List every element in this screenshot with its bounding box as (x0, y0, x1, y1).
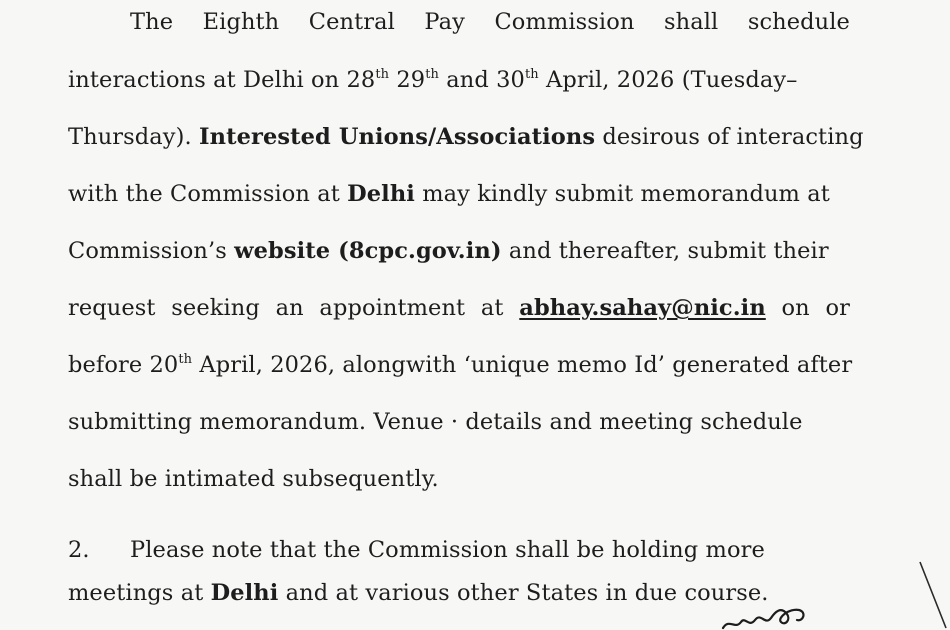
superscript: th (425, 67, 439, 82)
p1-line-2 (68, 65, 850, 95)
text: Commission’s (68, 238, 235, 264)
text: on or (781, 295, 850, 321)
text: with the Commission at (68, 181, 348, 207)
word: schedule (747, 9, 850, 35)
p1-line-7 (68, 350, 853, 380)
p1-line-3 (68, 122, 864, 152)
p2-line-1 (68, 535, 850, 565)
paragraph-number: 2. (68, 537, 90, 563)
signature-mark (715, 600, 835, 630)
p1-line-6 (68, 293, 850, 323)
word: shall (663, 9, 719, 35)
text: desirous of interacting (595, 124, 864, 150)
superscript: th (375, 67, 390, 82)
text: and at various other States in due course. (278, 580, 769, 606)
word: Pay (424, 9, 465, 35)
text: April, 2026, alongwith ‘unique memo Id’ generated after (192, 352, 853, 378)
p1-line-4 (68, 179, 850, 209)
email-link[interactable]: abhay.sahay@nic.in (519, 295, 766, 321)
text: before 20 (68, 352, 179, 378)
word: Commission (494, 9, 635, 35)
p1-line-9: shall be intimated subsequently. (68, 466, 439, 492)
superscript: th (178, 352, 193, 367)
text: interactions at Delhi on 28 (68, 67, 376, 93)
text: Thursday). (68, 124, 200, 150)
p1-line-5 (68, 236, 850, 266)
text: 29 (389, 67, 426, 93)
bold-text: Delhi (210, 580, 279, 606)
text: April, 2026 (Tuesday– (538, 67, 798, 93)
superscript: th (524, 67, 539, 82)
bold-text: Delhi (347, 181, 415, 207)
word: Central (308, 9, 395, 35)
p1-line-8: submitting memorandum. Venue · details and meeting schedule (68, 409, 803, 435)
text: request seeking an appointment at (68, 295, 504, 321)
edge-mark (916, 560, 950, 630)
p1-line-1 (130, 7, 850, 37)
text: and thereafter, submit their (501, 238, 829, 264)
text: meetings at (68, 580, 211, 606)
bold-text: Interested Unions/Associations (199, 124, 596, 150)
text: Please note that the Commission shall be holding more (130, 537, 765, 563)
word: The (130, 9, 174, 35)
text: may kindly submit memorandum at (414, 181, 830, 207)
bold-text: website (8cpc.gov.in) (234, 238, 502, 264)
text: and 30 (439, 67, 525, 93)
word: Eighth (202, 9, 280, 35)
